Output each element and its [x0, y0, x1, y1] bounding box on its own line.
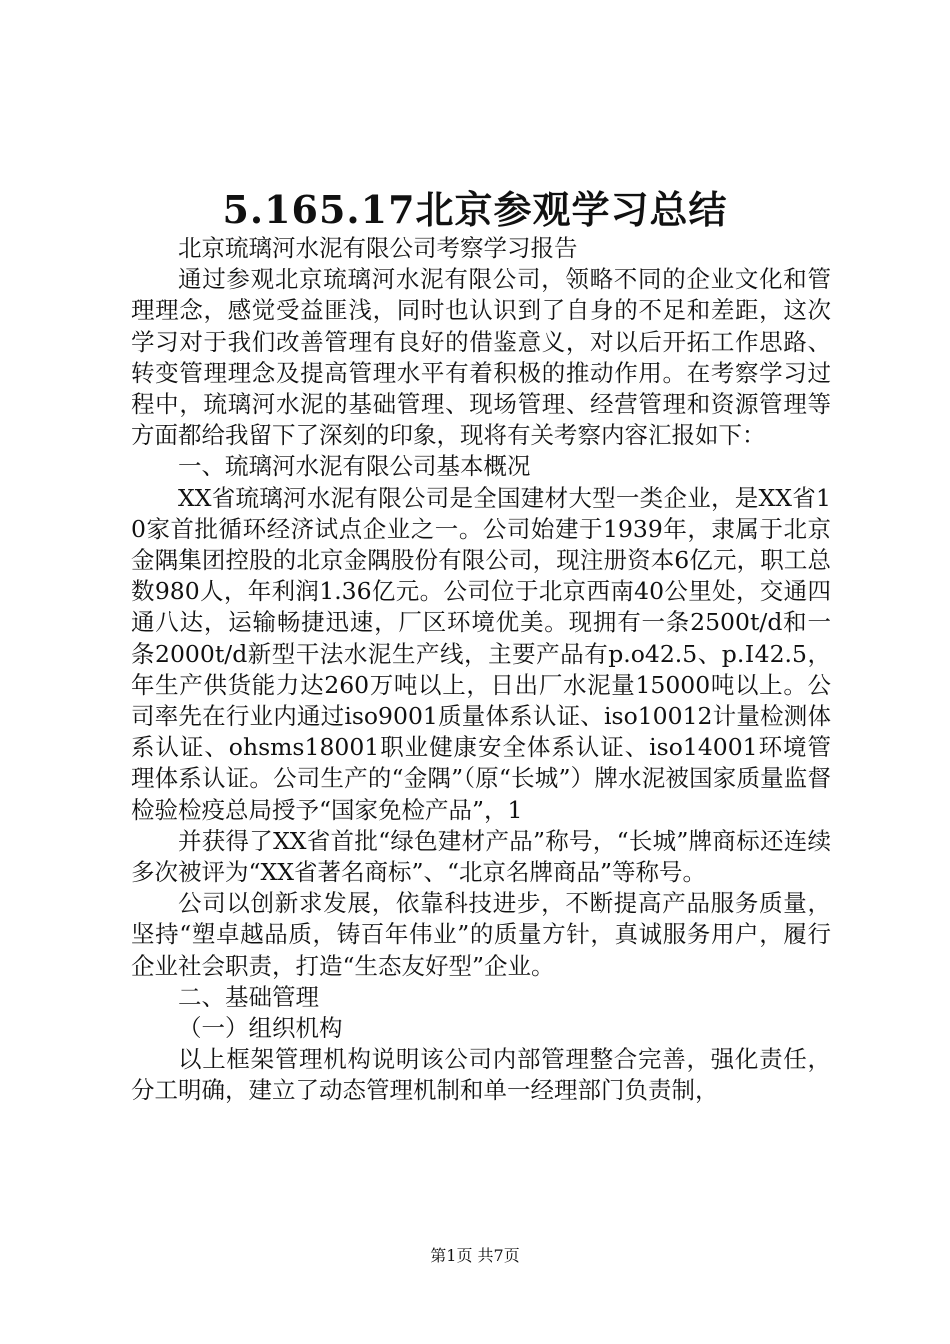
subsection-heading-organization: （一）组织机构	[178, 1014, 343, 1043]
awards-paragraph: 并获得了XX省首批“绿色建材产品”称号，“长城”牌商标还连续多次被评为“XX省著名商标”、“北京名牌商品”等称号。	[131, 826, 831, 887]
page-number-footer: 第1页 共7页	[430, 1246, 520, 1265]
section-heading-overview: 一、琉璃河水泥有限公司基本概况	[178, 452, 531, 481]
overview-paragraph: XX省琉璃河水泥有限公司是全国建材大型一类企业，是XX省10家首批循环经济试点企业之一。公司始建于1939年，隶属于北京金隅集团控股的北京金隅股份有限公司，现注册资本6亿元，职工总数980人，年利润1.36亿元。公司位于北京西南40公里处，交通四通八达，运输畅捷迅速，厂区环境优美。现拥有一条2500t/d和一条2000t/d新型干法水泥生产线，主要产品有p.o42.5、p.Ⅰ42.5，年生产供货能力达260万吨以上，日出厂水泥量15000吨以上。公司率先在行业内通过iso9001质量体系认证、iso10012计量检测体系认证、ohsms18001职业健康安全体系认证、iso14001环境管理体系认证。公司生产的“金隅”（原“长城”）牌水泥被国家质量监督检验检疫总局授予“国家免检产品”，1	[131, 483, 831, 824]
report-subtitle: 北京琉璃河水泥有限公司考察学习报告	[178, 234, 578, 262]
section-heading-basic-management: 二、基础管理	[178, 982, 319, 1011]
organization-paragraph: 以上框架管理机构说明该公司内部管理整合完善，强化责任，分工明确，建立了动态管理机制和单一经理部门负责制，	[131, 1045, 831, 1105]
intro-paragraph: 通过参观北京琉璃河水泥有限公司，领略不同的企业文化和管理理念，感觉受益匪浅，同时也认识到了自身的不足和差距，这次学习对于我们改善管理有良好的借鉴意义，对以后开拓工作思路、转变管理理念及提高管理水平有着积极的推动作用。在考察学习过程中，琉璃河水泥的基础管理、现场管理、经营管理和资源管理等方面都给我留下了深刻的印象，现将有关考察内容汇报如下：	[131, 265, 831, 450]
document-body	[131, 233, 831, 1107]
document-title: 5.165.17北京参观学习总结	[222, 187, 728, 232]
mission-paragraph: 公司以创新求发展，依靠科技进步，不断提高产品服务质量，坚持“塑卓越品质，铸百年伟业”的质量方针，真诚服务用户，履行企业社会职责，打造“生态友好型”企业。	[131, 889, 831, 980]
